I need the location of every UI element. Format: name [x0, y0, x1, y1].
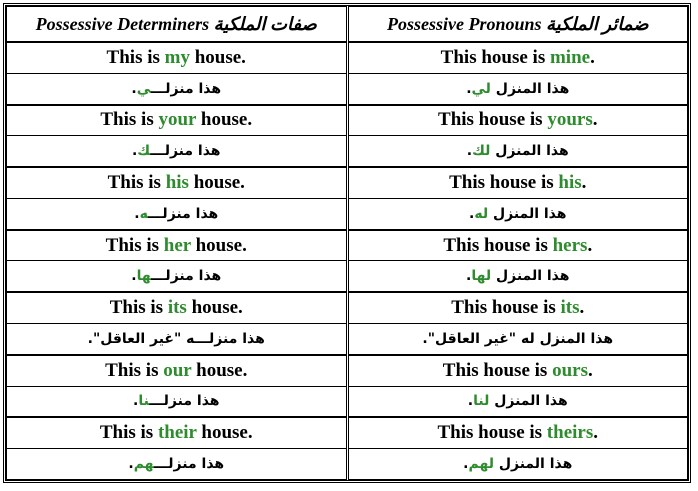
- translation-tail: "غير العاقل".: [87, 330, 182, 347]
- pronoun-sentence: [347, 42, 688, 73]
- translation-tail: .: [131, 143, 138, 160]
- table-row-english: [7, 105, 688, 136]
- sentence-end: .: [593, 422, 598, 444]
- determiner-sentence: [7, 230, 348, 261]
- translation-text: [422, 331, 613, 347]
- sentence-start: This house is: [443, 234, 553, 256]
- determiner-translation: [7, 449, 348, 480]
- table-row-arabic: [7, 136, 688, 167]
- sentence-start: This house is: [449, 172, 559, 194]
- table-row-arabic: [7, 449, 688, 480]
- translation-suffix: هم: [133, 456, 154, 473]
- pronoun-word: ours: [552, 359, 588, 381]
- header-left-ar: صفات الملكية: [213, 13, 317, 34]
- translation-base: هذا منزلـــ: [151, 268, 222, 285]
- pronoun-sentence: [347, 230, 688, 261]
- sentence-end: house.: [191, 359, 248, 381]
- translation-text: [463, 456, 572, 472]
- table-row-arabic: [7, 198, 688, 229]
- translation-text: [466, 81, 569, 97]
- sentence-start: This house is: [438, 109, 548, 131]
- translation-suffix: ه: [139, 205, 149, 222]
- determiner-translation: [7, 261, 348, 292]
- pronoun-translation: [347, 136, 688, 167]
- sentence-start: This house is: [442, 359, 553, 381]
- determiner-word: our: [163, 359, 192, 381]
- translation-text: [467, 143, 569, 159]
- possessives-table: [6, 6, 688, 480]
- header-right-en: Possessive Pronouns: [386, 13, 542, 34]
- pronoun-translation: [347, 449, 688, 480]
- determiner-word: his: [165, 172, 189, 194]
- translation-text: [469, 206, 566, 222]
- translation-base: هذا المنزل: [489, 393, 568, 410]
- translation-suffix: له: [474, 205, 489, 222]
- translation-tail: .: [467, 393, 474, 410]
- pronoun-word: its: [560, 297, 580, 319]
- translation-text: [133, 393, 219, 409]
- determiner-sentence: [7, 105, 348, 136]
- pronoun-word: yours: [547, 109, 593, 131]
- sentence-end: .: [587, 234, 593, 256]
- translation-text: [134, 206, 218, 222]
- translation-text: [128, 456, 224, 472]
- determiner-word: its: [167, 297, 187, 319]
- translation-tail: .: [131, 80, 137, 97]
- translation-text: [131, 81, 221, 97]
- sentence-start: This is: [109, 297, 168, 319]
- translation-tail: "غير العاقل".: [422, 330, 517, 347]
- translation-suffix: نا: [138, 393, 150, 410]
- table-row-arabic: [7, 73, 688, 104]
- pronoun-sentence: [347, 355, 688, 386]
- sentence-end: .: [581, 172, 587, 194]
- table-header-row: [7, 7, 688, 43]
- table-row-english: [7, 167, 688, 198]
- pronoun-translation: [347, 73, 688, 104]
- translation-base: هذا منزلـــ: [153, 456, 225, 473]
- translation-tail: .: [466, 143, 473, 160]
- sentence-end: house.: [186, 297, 243, 319]
- translation-base: هذا منزلـــ: [150, 80, 222, 97]
- translation-suffix: ي: [136, 80, 151, 97]
- translation-base: هذا منزلـــه: [181, 330, 265, 347]
- translation-suffix: لها: [471, 268, 492, 285]
- pronoun-word: mine: [549, 46, 591, 68]
- translation-base: هذا المنزل: [491, 268, 570, 285]
- table-row-english: [7, 42, 688, 73]
- translation-base: هذا المنزل: [490, 80, 570, 97]
- translation-base: هذا المنزل: [493, 456, 573, 473]
- sentence-end: .: [590, 46, 595, 68]
- pronoun-translation: [347, 386, 688, 417]
- sentence-start: This house is: [437, 422, 547, 444]
- translation-text: [468, 393, 568, 409]
- table-row-arabic: [7, 324, 688, 355]
- determiner-sentence: [7, 292, 348, 323]
- determiner-translation: [7, 136, 348, 167]
- determiner-translation: [7, 73, 348, 104]
- translation-tail: .: [131, 268, 137, 285]
- pronoun-sentence: [347, 417, 688, 448]
- pronoun-sentence: [347, 292, 688, 323]
- possessives-table-frame: [3, 3, 691, 483]
- translation-suffix: لهم: [468, 456, 494, 473]
- determiner-word: their: [157, 422, 197, 444]
- sentence-start: This is: [99, 422, 158, 444]
- table-row-english: [7, 292, 688, 323]
- translation-base: هذا المنزل له: [516, 330, 614, 347]
- pronoun-sentence: [347, 167, 688, 198]
- table-row-english: [7, 417, 688, 448]
- sentence-start: This is: [106, 46, 165, 68]
- translation-text: [131, 268, 221, 284]
- translation-base: هذا منزلـــ: [150, 143, 221, 160]
- translation-tail: .: [466, 80, 472, 97]
- sentence-start: This is: [105, 359, 164, 381]
- pronoun-word: his: [558, 172, 582, 194]
- pronoun-sentence: [347, 105, 688, 136]
- determiner-word: your: [158, 109, 197, 131]
- table-body: [7, 42, 688, 480]
- translation-tail: .: [466, 268, 472, 285]
- translation-tail: .: [133, 393, 139, 410]
- translation-base: هذا المنزل: [490, 143, 569, 160]
- table-row-arabic: [7, 386, 688, 417]
- determiner-word: her: [163, 234, 191, 256]
- translation-tail: .: [469, 205, 475, 222]
- translation-tail: .: [134, 205, 140, 222]
- translation-base: هذا المنزل: [488, 205, 567, 222]
- determiner-sentence: [7, 167, 348, 198]
- header-possessive-determiners: [7, 7, 348, 43]
- translation-tail: .: [463, 456, 469, 473]
- sentence-start: This house is: [440, 46, 550, 68]
- determiner-translation: [7, 324, 348, 355]
- sentence-end: .: [587, 359, 593, 381]
- sentence-end: house.: [188, 172, 245, 194]
- translation-suffix: ك: [137, 143, 151, 160]
- determiner-translation: [7, 198, 348, 229]
- pronoun-word: hers: [552, 234, 588, 256]
- table-row-english: [7, 230, 688, 261]
- translation-suffix: لنا: [473, 393, 490, 410]
- table-row-english: [7, 355, 688, 386]
- sentence-start: This is: [105, 234, 164, 256]
- sentence-end: house.: [189, 46, 246, 68]
- determiner-word: my: [164, 46, 190, 68]
- pronoun-translation: [347, 324, 688, 355]
- sentence-start: This is: [100, 109, 159, 131]
- translation-text: [466, 268, 569, 284]
- sentence-start: This is: [107, 172, 166, 194]
- translation-text: [132, 143, 221, 159]
- sentence-start: This house is: [451, 297, 561, 319]
- pronoun-word: theirs: [546, 422, 594, 444]
- translation-text: [88, 331, 265, 347]
- translation-base: هذا منزلـــ: [149, 393, 220, 410]
- pronoun-translation: [347, 198, 688, 229]
- sentence-end: .: [592, 109, 598, 131]
- translation-tail: .: [128, 456, 134, 473]
- pronoun-translation: [347, 261, 688, 292]
- translation-suffix: لي: [471, 80, 491, 97]
- translation-base: هذا منزلـــ: [148, 205, 219, 222]
- header-possessive-pronouns: [347, 7, 688, 43]
- translation-suffix: لك: [472, 143, 491, 160]
- sentence-end: house.: [190, 234, 247, 256]
- determiner-translation: [7, 386, 348, 417]
- sentence-end: house.: [196, 109, 253, 131]
- determiner-sentence: [7, 417, 348, 448]
- sentence-end: house.: [196, 422, 253, 444]
- determiner-sentence: [7, 355, 348, 386]
- header-right-ar: ضمائر الملكية: [546, 13, 649, 34]
- table-row-arabic: [7, 261, 688, 292]
- translation-suffix: ها: [136, 268, 152, 285]
- determiner-sentence: [7, 42, 348, 73]
- sentence-end: .: [579, 297, 585, 319]
- header-left-en: Possessive Determiners: [35, 13, 210, 34]
